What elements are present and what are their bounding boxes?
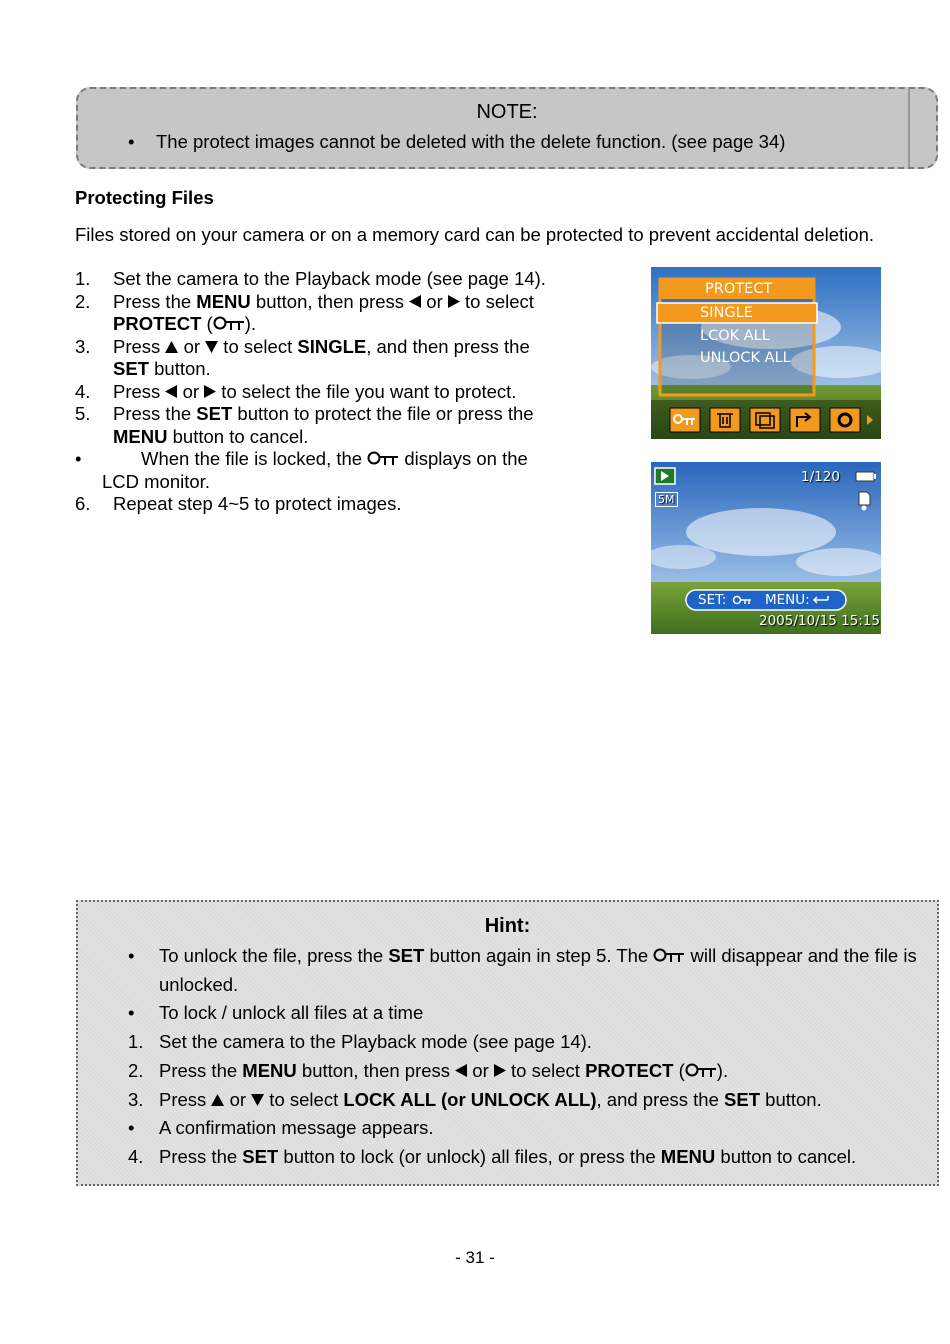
- step-keyword: PROTECT: [113, 313, 202, 334]
- step-text: button.: [148, 358, 211, 379]
- step-number: 1.: [75, 268, 91, 289]
- step-text: to select the file you want to protect.: [216, 380, 517, 402]
- hint-text: Press the: [159, 1059, 243, 1081]
- trash-icon: [710, 408, 740, 432]
- up-arrow-icon: [165, 341, 178, 353]
- hint-number: 4.: [128, 1145, 144, 1167]
- hint-text: Press: [159, 1088, 212, 1110]
- hint-number: 2.: [128, 1059, 144, 1081]
- camera-screen-protect-menu: [651, 267, 881, 439]
- step-text: or: [177, 380, 205, 402]
- hint-bullet: •: [128, 1002, 135, 1024]
- left-arrow-icon: [455, 1064, 467, 1077]
- menu-item-single[interactable]: SINGLE: [700, 305, 753, 321]
- step-text: (: [201, 313, 213, 334]
- down-arrow-icon: [251, 1094, 264, 1106]
- step-text: Press: [113, 380, 166, 402]
- step-5: [75, 403, 635, 448]
- hint-text: , and press the: [596, 1088, 725, 1110]
- hint-keyword: SET: [242, 1145, 279, 1167]
- hint-text: to select: [264, 1088, 344, 1110]
- hint-text: To lock / unlock all files at a time: [159, 1002, 424, 1024]
- step-bullet: •: [75, 448, 82, 469]
- hint-item-7: [128, 1143, 918, 1172]
- hint-text: to select: [505, 1059, 586, 1081]
- hint-item-3: [128, 1028, 918, 1057]
- menu-title: PROTECT: [705, 281, 773, 297]
- hint-text: button again in step 5. The: [424, 945, 654, 966]
- note-body: The protect images cannot be deleted with the delete function. (see page 34): [156, 131, 786, 152]
- step-4: [75, 381, 635, 404]
- hint-text: or: [224, 1088, 252, 1110]
- step-number: 4.: [75, 380, 91, 402]
- step-text: displays on the: [399, 448, 528, 469]
- note-box: [76, 87, 938, 169]
- left-arrow-icon: [409, 295, 421, 308]
- image-counter: 1/120: [801, 469, 840, 485]
- slideshow-icon: [750, 408, 780, 432]
- step-text: button to protect the file or press the: [232, 403, 534, 424]
- hint-box: [76, 900, 939, 1186]
- step-1: [75, 268, 635, 291]
- step-keyword: MENU: [113, 425, 168, 447]
- note-bullet: •: [128, 131, 135, 152]
- step-keyword: SINGLE: [297, 335, 367, 357]
- step-text: button to cancel.: [167, 425, 309, 447]
- step-text: button, then press: [250, 290, 410, 312]
- right-arrow-icon: [448, 295, 460, 308]
- protect-key-icon: [367, 451, 399, 467]
- step-number: 3.: [75, 335, 91, 357]
- prompt-set: SET:: [698, 592, 727, 608]
- down-arrow-icon: [205, 341, 218, 353]
- settings-icon: [830, 408, 860, 432]
- up-arrow-icon: [211, 1094, 224, 1106]
- battery-icon: [856, 472, 876, 481]
- hint-keyword: MENU: [242, 1059, 297, 1081]
- step-number: 5.: [75, 403, 91, 424]
- hint-keyword: LOCK ALL (or UNLOCK ALL): [343, 1088, 597, 1110]
- playback-mode-icon: [655, 468, 675, 484]
- camera-screen-playback: [651, 462, 881, 634]
- step-text: or: [421, 290, 448, 312]
- hint-bullet: •: [128, 1117, 135, 1139]
- step-text: or: [178, 335, 206, 357]
- hint-keyword: PROTECT: [585, 1059, 674, 1081]
- protect-key-icon: [670, 408, 700, 432]
- menu-item-lock-all[interactable]: LCOK ALL: [700, 328, 770, 344]
- protect-key-icon: [213, 316, 245, 332]
- hint-keyword: SET: [388, 945, 425, 966]
- right-arrow-icon: [204, 385, 216, 398]
- step-text: Repeat step 4~5 to protect images.: [113, 493, 402, 514]
- step-2: [75, 291, 635, 336]
- section-heading: Protecting Files: [75, 187, 214, 208]
- right-arrow-icon: [494, 1064, 506, 1077]
- hint-text: To unlock the file, press the: [159, 945, 389, 966]
- hint-title: Hint:: [484, 915, 531, 937]
- menu-item-unlock-all[interactable]: UNLOCK ALL: [700, 350, 791, 366]
- protect-key-icon: [685, 1063, 717, 1079]
- prompt-menu: MENU:: [765, 592, 810, 608]
- step-text: to select: [218, 335, 298, 357]
- hint-text: Set the camera to the Playback mode (see page 14).: [159, 1031, 592, 1053]
- step-text: LCD monitor.: [102, 470, 210, 492]
- hint-text: or: [467, 1059, 494, 1081]
- step-text: to select: [459, 290, 534, 312]
- hint-keyword: MENU: [660, 1145, 716, 1167]
- page-number: - 31 -: [455, 1248, 495, 1267]
- hint-list: [128, 942, 918, 1172]
- resolution-badge: 5M: [655, 492, 678, 507]
- hint-item-6: [128, 1114, 918, 1143]
- hint-text: will disappear and the file is unlocked.: [159, 945, 917, 995]
- step-text: Press the: [113, 403, 197, 424]
- steps-list: [75, 268, 635, 516]
- step-keyword: SET: [113, 358, 149, 379]
- note-title: NOTE:: [476, 101, 538, 123]
- hint-item-5: [128, 1086, 918, 1115]
- rotate-icon: [790, 408, 820, 432]
- hint-text: Press the: [159, 1145, 243, 1167]
- hint-item-1: [128, 942, 918, 999]
- hint-item-2: [128, 999, 918, 1028]
- step-number: 6.: [75, 493, 91, 514]
- step-text: Press: [113, 335, 166, 357]
- step-3: [75, 336, 635, 381]
- hint-text: A confirmation message appears.: [159, 1117, 434, 1139]
- screen-background: [651, 462, 881, 634]
- step-sub-bullet: [75, 448, 635, 493]
- hint-text: button.: [760, 1088, 822, 1110]
- step-number: 2.: [75, 290, 91, 312]
- step-text: ).: [244, 313, 257, 334]
- hint-text: button to cancel.: [715, 1145, 857, 1167]
- protect-key-icon: [653, 948, 685, 964]
- hint-number: 3.: [128, 1088, 144, 1110]
- step-text: When the file is locked, the: [141, 448, 368, 469]
- hint-item-4: [128, 1057, 918, 1086]
- hint-bullet: •: [128, 945, 135, 966]
- date-time: 2005/10/15 15:15: [759, 613, 881, 629]
- hint-number: 1.: [128, 1031, 144, 1053]
- section-intro: Files stored on your camera or on a memory card can be protected to prevent accidental deletion.: [75, 224, 875, 245]
- hint-text: button to lock (or unlock) all files, or press the: [278, 1145, 661, 1167]
- step-keyword: MENU: [196, 290, 251, 312]
- step-text: Set the camera to the Playback mode (see page 14).: [113, 268, 546, 289]
- step-text: Press the: [113, 290, 197, 312]
- step-keyword: SET: [196, 403, 233, 424]
- hint-text: (: [673, 1059, 685, 1081]
- hint-keyword: SET: [724, 1088, 761, 1110]
- step-6: [75, 493, 635, 516]
- step-text: , and then press the: [366, 335, 530, 357]
- note-text: [128, 131, 785, 153]
- hint-text: ).: [716, 1059, 729, 1081]
- hint-text: button, then press: [296, 1059, 456, 1081]
- left-arrow-icon: [165, 385, 177, 398]
